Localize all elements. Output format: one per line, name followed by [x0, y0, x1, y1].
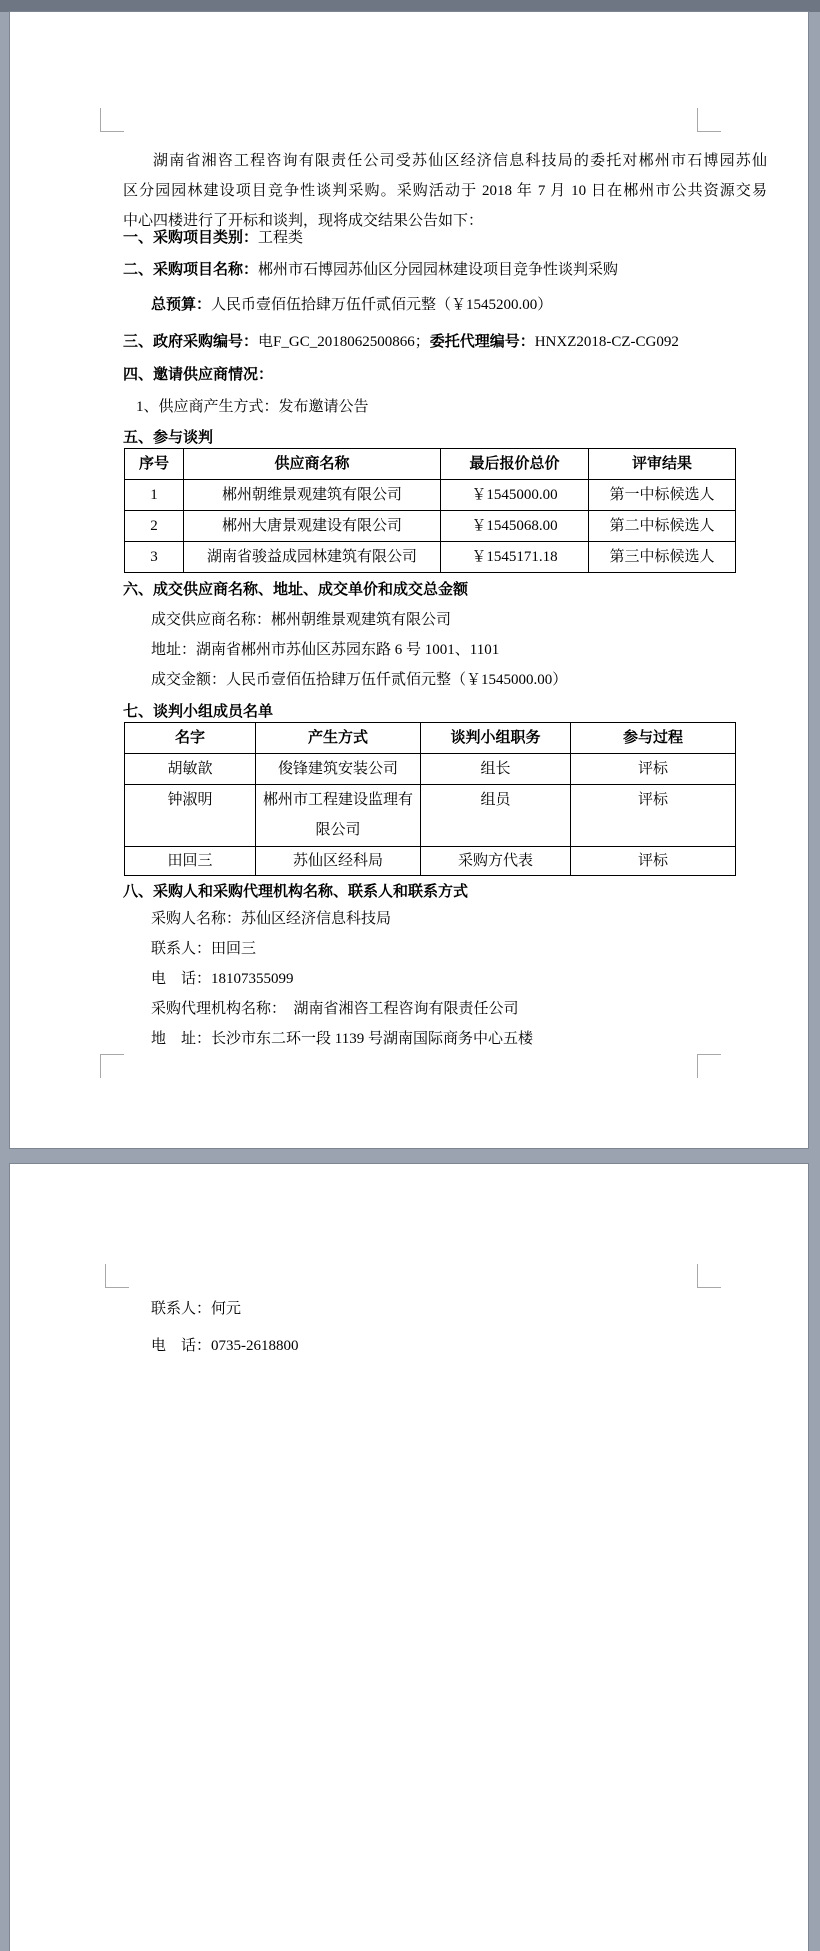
section-7-heading: 七、谈判小组成员名单 [123, 704, 274, 720]
table-cell: 采购方代表 [421, 847, 571, 876]
table-row [125, 511, 736, 542]
table-cell: ￥1545068.00 [441, 511, 589, 542]
agency-no-label: 委托代理编号： [429, 334, 535, 350]
page-1 [10, 12, 808, 1148]
column-header: 供应商名称 [184, 449, 441, 480]
negotiation-panel-table [124, 722, 736, 876]
budget-line [151, 290, 552, 320]
column-header: 谈判小组职务 [421, 723, 571, 754]
section-2-label: 二、采购项目名称： [123, 262, 259, 278]
section-1-label: 一、采购项目类别： [123, 230, 259, 246]
purchaser-phone-line: 电 话：18107355099 [151, 971, 294, 987]
intro-paragraph-line: 中心四楼进行了开标和谈判，现将成交结果公告如下： [123, 213, 484, 229]
table-cell: 组员 [421, 785, 571, 847]
table-cell: 第一中标候选人 [589, 480, 736, 511]
text-boundary-mark [100, 108, 124, 132]
table-cell: 2 [125, 511, 184, 542]
section-1-heading [123, 223, 303, 253]
purchaser-contact-line: 联系人：田回三 [151, 941, 257, 957]
table-cell: 第三中标候选人 [589, 542, 736, 573]
table-cell: 第二中标候选人 [589, 511, 736, 542]
gov-procurement-no-label: 三、政府采购编号： [123, 334, 259, 350]
table-row [125, 542, 736, 573]
section-2-value: 郴州市石博园苏仙区分园园林建设项目竞争性谈判采购 [258, 262, 619, 278]
table-cell: 湖南省骏益成园林建筑有限公司 [184, 542, 441, 573]
agency-phone-line: 电 话：0735-2618800 [151, 1338, 299, 1354]
table-row [125, 480, 736, 511]
table-cell: 郴州大唐景观建设有限公司 [184, 511, 441, 542]
table-cell: 评标 [571, 847, 736, 876]
text-boundary-mark [697, 1054, 721, 1078]
section-3-heading [123, 327, 679, 357]
section-4-heading: 四、邀请供应商情况： [123, 367, 274, 383]
table-cell: 田回三 [125, 847, 256, 876]
participants-table [124, 448, 736, 573]
agency-contact-line: 联系人：何元 [151, 1301, 242, 1317]
section-6-heading: 六、成交供应商名称、地址、成交单价和成交总金额 [123, 582, 469, 598]
supplier-method-line: 1、供应商产生方式：发布邀请公告 [136, 399, 369, 415]
text-boundary-mark [100, 1054, 124, 1078]
winning-supplier-line: 成交供应商名称：郴州朝维景观建筑有限公司 [151, 612, 452, 628]
budget-label: 总预算： [151, 297, 212, 313]
section-8-heading: 八、采购人和采购代理机构名称、联系人和联系方式 [123, 884, 469, 900]
table-cell: 苏仙区经科局 [256, 847, 421, 876]
table-cell: 郴州朝维景观建筑有限公司 [184, 480, 441, 511]
table-row [125, 754, 736, 785]
text-boundary-mark [697, 1264, 721, 1288]
column-header: 名字 [125, 723, 256, 754]
agency-address-line: 地 址：长沙市东二环一段 1139 号湖南国际商务中心五楼 [151, 1031, 533, 1047]
page-2 [10, 1164, 808, 1951]
table-cell: 胡敏歆 [125, 754, 256, 785]
agency-no-value: HNXZ2018-CZ-CG092 [534, 334, 679, 350]
table-cell: 1 [125, 480, 184, 511]
table-cell: 评标 [571, 785, 736, 847]
column-header: 参与过程 [571, 723, 736, 754]
text-boundary-mark [697, 108, 721, 132]
table-cell: 俊锋建筑安装公司 [256, 754, 421, 785]
intro-paragraph-line: 湖南省湘咨工程咨询有限责任公司受苏仙区经济信息科技局的委托对郴州市石博园苏仙 [153, 153, 767, 169]
window-top-band [0, 0, 820, 12]
column-header: 评审结果 [589, 449, 736, 480]
purchaser-name-line: 采购人名称：苏仙区经济信息科技局 [151, 911, 392, 927]
table-cell: ￥1545171.18 [441, 542, 589, 573]
table-header-row [125, 723, 736, 754]
column-header: 最后报价总价 [441, 449, 589, 480]
table-cell: 郴州市工程建设监理有限公司 [256, 785, 421, 847]
column-header: 序号 [125, 449, 184, 480]
table-cell: 钟淑明 [125, 785, 256, 847]
table-cell: 3 [125, 542, 184, 573]
budget-value: 人民币壹佰伍拾肆万伍仟贰佰元整（￥1545200.00） [211, 297, 553, 313]
supplier-address-line: 地址：湖南省郴州市苏仙区苏园东路 6 号 1001、1101 [151, 642, 500, 658]
table-cell: ￥1545000.00 [441, 480, 589, 511]
table-cell: 组长 [421, 754, 571, 785]
table-cell: 评标 [571, 754, 736, 785]
column-header: 产生方式 [256, 723, 421, 754]
intro-paragraph-line: 区分园园林建设项目竞争性谈判采购。采购活动于 2018 年 7 月 10 日在郴州市公共资源交易 [123, 183, 767, 199]
deal-amount-line: 成交金额：人民币壹佰伍拾肆万伍仟贰佰元整（￥1545000.00） [151, 672, 568, 688]
gov-procurement-no-value: 电F_GC_2018062500866； [258, 334, 430, 350]
table-header-row [125, 449, 736, 480]
table-row [125, 785, 736, 847]
agency-name-line: 采购代理机构名称： 湖南省湘咨工程咨询有限责任公司 [151, 1001, 519, 1017]
section-2-heading [123, 255, 618, 285]
table-row [125, 847, 736, 876]
section-5-heading: 五、参与谈判 [123, 430, 214, 446]
text-boundary-mark [105, 1264, 129, 1288]
section-1-value: 工程类 [258, 230, 304, 246]
